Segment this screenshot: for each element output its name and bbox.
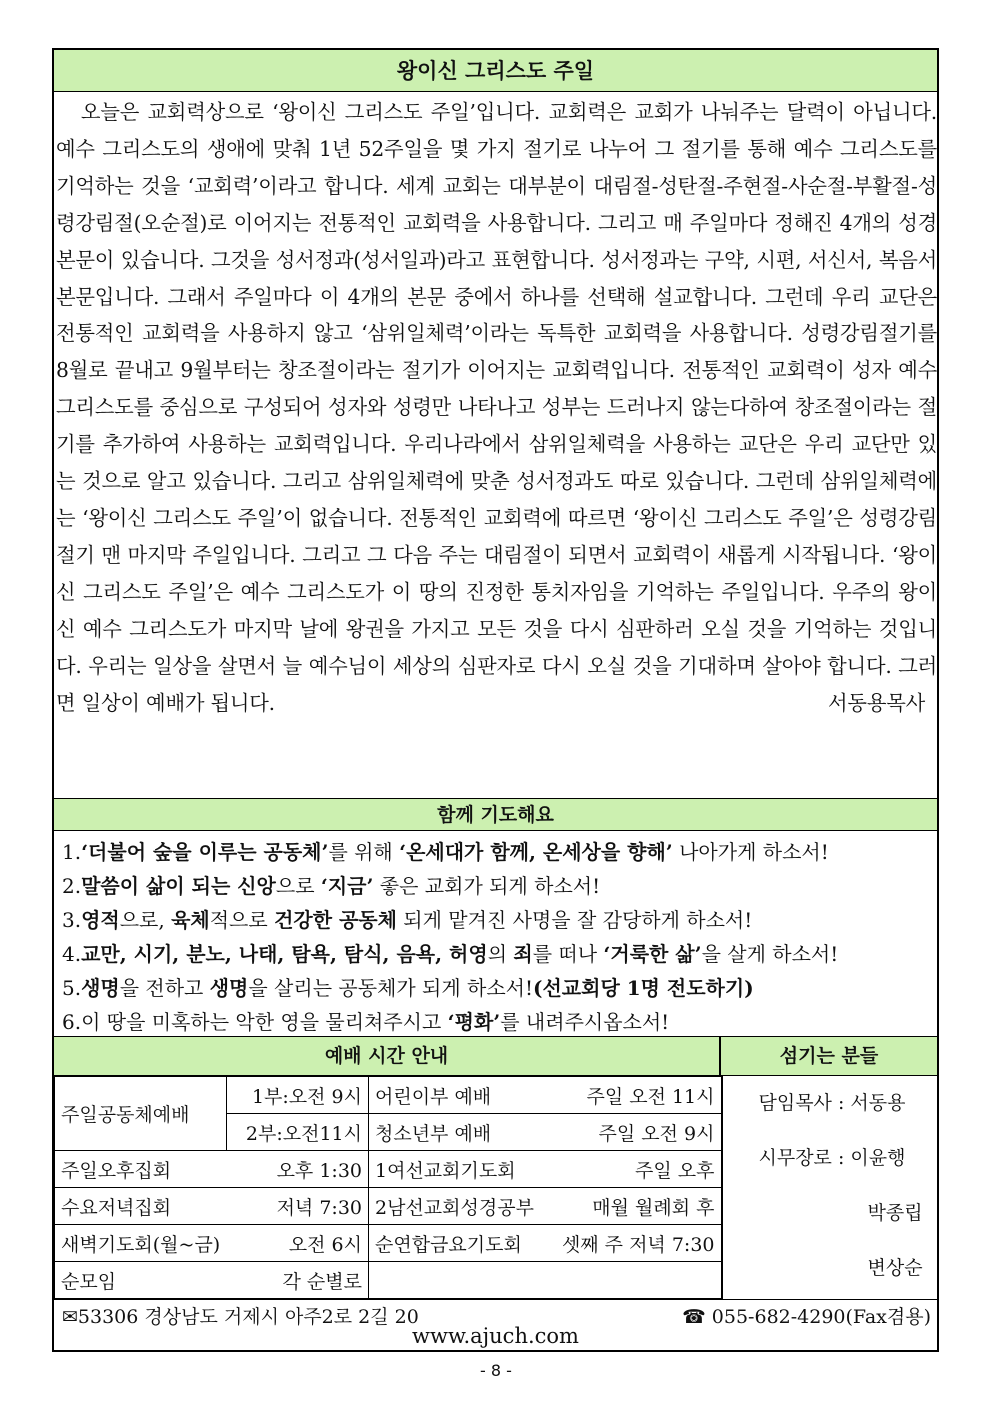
prayer-text: 나아가게 하소서! bbox=[672, 840, 829, 864]
table-row bbox=[55, 1151, 722, 1188]
prayer-item bbox=[62, 903, 937, 937]
servant-elder: 시무장로 : 이윤행 bbox=[758, 1147, 906, 1169]
table-row bbox=[55, 1188, 722, 1225]
footer bbox=[54, 1300, 937, 1353]
schedule-name: 어린이부 예배 bbox=[375, 1085, 492, 1108]
schedule-time: 매월 월례회 후 bbox=[592, 1196, 715, 1219]
schedule-name: 1여선교회기도회 bbox=[375, 1159, 516, 1182]
schedule-name: 2남선교회성경공부 bbox=[375, 1196, 534, 1219]
prayer-text: 5. bbox=[62, 976, 82, 1000]
essay-signature: 서동용목사 bbox=[828, 690, 925, 715]
prayer-text: 을 살게 하소서! bbox=[701, 942, 839, 966]
schedule-time: 저녁 7:30 bbox=[276, 1196, 362, 1219]
essay-body: 오늘은 교회력상으로 ‘왕이신 그리스도 주일’입니다. 교회력은 교회가 나눠주는 달력이 아닙니다. 예수 그리스도의 생애에 맞춰 1년 52주일을 몇 가지 절기로 나누어 그 절기를 통해 예수 그리스도를 기억하는 것을 ‘교회력’이라고 합니다. 세계 교회는 대부분이 대림절-성탄절-주현절-사순절-부활절-성령강림절(오순절)로 이어지는 전통적인 교회력을 사용합니다. 그리고 매 주일마다 정해진 4개의 성경 본문이 있습니다. 그것을 성서정과(성서일과)라고 표현합니다. 성서정과는 구약, 시편, 서신서, 복음서 본문입니다. 그래서 주일마다 이 4개의 본문 중에서 하나를 선택해 설교합니다. 그런데 우리 교단은 전통적인 교회력을 사용하지 않고 ‘삼위일체력’이라는 독특한 교회력을 사용합니다. 성령강림절기를 8월로 끝내고 9월부터는 창조절이라는 절기가 이어지는 교회력입니다. 전통적인 교회력이 성자 예수 그리스도를 중심으로 구성되어 성자와 성령만 나타나고 성부는 드러나지 않는다하여 창조절이라는 절기를 추가하여 사용하는 교회력입니다. 우리나라에서 삼위일체력을 사용하는 교단은 우리 교단만 있는 것으로 알고 있습니다. 그리고 삼위일체력에 맞춘 성서정과도 따로 있습니다. 그런데 삼위일체력에는 ‘왕이신 그리스도 주일’이 없습니다. 전통적인 교회력에 따르면 ‘왕이신 그리스도 주일’은 성령강림절기 맨 마지막 주일입니다. 그리고 그 다음 주는 대림절이 되면서 교회력이 새롭게 시작됩니다. ‘왕이신 그리스도 주일’은 예수 그리스도가 이 땅의 진정한 통치자임을 기억하는 주일입니다. 우주의 왕이신 예수 그리스도가 마지막 날에 왕권을 가지고 모든 것을 다시 심판하러 오실 것을 기억하는 것입니다. 우리는 일상을 살면서 늘 예수님이 세상의 심판자로 다시 오실 것을 기대하며 살아야 합니다. 그러면 일상이 예배가 됩니다. bbox=[56, 100, 937, 715]
schedule-cell bbox=[55, 1151, 369, 1188]
schedule-time: 셋째 주 저녁 7:30 bbox=[561, 1233, 715, 1256]
prayer-text: 의 bbox=[487, 942, 514, 966]
schedule-time: 1부:오전 9시 bbox=[227, 1077, 369, 1114]
prayer-text: ‘온세대가 함께, 온세상을 향해’ bbox=[399, 840, 673, 864]
schedule-cell bbox=[369, 1225, 722, 1262]
table-row bbox=[55, 1077, 722, 1114]
table-row bbox=[55, 1262, 722, 1299]
prayer-item bbox=[62, 835, 937, 869]
prayer-text: 6.이 땅을 미혹하는 악한 영을 물리쳐주시고 bbox=[62, 1010, 448, 1034]
schedule-time: 오후 1:30 bbox=[276, 1159, 362, 1182]
prayer-item bbox=[62, 937, 937, 971]
prayer-text: 육체 bbox=[171, 908, 210, 932]
prayer-text: 3. bbox=[62, 908, 82, 932]
servant-elder: 변상순 bbox=[867, 1257, 923, 1279]
page-title: 왕이신 그리스도 주일 bbox=[54, 50, 937, 92]
prayer-item bbox=[62, 1005, 937, 1039]
prayer-text: 으로 bbox=[275, 874, 321, 898]
website-link[interactable]: www.ajuch.com bbox=[412, 1324, 579, 1348]
prayer-text: ‘거룩한 삶’ bbox=[603, 942, 702, 966]
prayer-text: 적으로 bbox=[209, 908, 275, 932]
schedule-time: 주일 오전 9시 bbox=[598, 1122, 715, 1145]
schedule-time: 각 순별로 bbox=[282, 1270, 362, 1293]
phone-icon: ☎ bbox=[682, 1306, 712, 1328]
prayer-list bbox=[54, 831, 937, 1037]
schedule-time: 주일 오후 bbox=[635, 1159, 715, 1182]
schedule-name: 새벽기도회(월~금) bbox=[61, 1233, 221, 1256]
schedule-heading: 예배 시간 안내 bbox=[54, 1037, 721, 1075]
schedule-table bbox=[54, 1076, 723, 1299]
prayer-text: 를 위해 bbox=[328, 840, 400, 864]
servants-list bbox=[723, 1076, 938, 1299]
schedule-cell bbox=[55, 1225, 369, 1262]
schedule-name: 주일공동체예배 bbox=[55, 1077, 227, 1151]
schedule-name: 수요저녁집회 bbox=[61, 1196, 172, 1219]
schedule-name: 순모임 bbox=[61, 1270, 117, 1293]
prayer-text: 되게 맡겨진 사명을 잘 감당하게 하소서! bbox=[396, 908, 753, 932]
prayer-text: 생명 bbox=[209, 976, 249, 1000]
prayer-text: 좋은 교회가 되게 하소서! bbox=[373, 874, 601, 898]
phone-text: 055-682-4290(Fax겸용) bbox=[711, 1306, 931, 1328]
schedule-cell bbox=[55, 1262, 369, 1299]
schedule-cell bbox=[369, 1151, 722, 1188]
prayer-text: 으로, bbox=[119, 908, 172, 932]
servant-elder: 박종립 bbox=[867, 1202, 923, 1224]
prayer-heading: 함께 기도해요 bbox=[54, 799, 937, 831]
schedule-name: 주일오후집회 bbox=[61, 1159, 172, 1182]
schedule-cell bbox=[55, 1188, 369, 1225]
prayer-item bbox=[62, 971, 937, 1005]
prayer-text: 을 전하고 bbox=[119, 976, 210, 1000]
schedule-cell-empty bbox=[369, 1262, 722, 1299]
schedule-time: 2부:오전11시 bbox=[227, 1114, 369, 1151]
prayer-text: 건강한 공동체 bbox=[274, 908, 397, 932]
prayer-text: 를 떠나 bbox=[532, 942, 604, 966]
schedule-name: 청소년부 예배 bbox=[375, 1122, 492, 1145]
essay-section bbox=[54, 92, 937, 799]
schedule-name: 순연합금요기도회 bbox=[375, 1233, 522, 1256]
prayer-text: 을 살리는 공동체가 되게 하소서! bbox=[248, 976, 534, 1000]
prayer-text: 2. bbox=[62, 874, 82, 898]
prayer-text: 영적 bbox=[81, 908, 120, 932]
schedule-time: 오전 6시 bbox=[288, 1233, 362, 1256]
prayer-text: 말씀이 삶이 되는 신앙 bbox=[81, 874, 276, 898]
schedule-time: 주일 오전 11시 bbox=[586, 1085, 715, 1108]
prayer-text: ‘더불어 숲을 이루는 공동체’ bbox=[81, 840, 329, 864]
prayer-text: 교만, 시기, 분노, 나태, 탐욕, 탐식, 음욕, 허영 bbox=[81, 942, 488, 966]
address-text: 53306 경상남도 거제시 아주2로 2길 20 bbox=[77, 1306, 419, 1328]
schedule-cell bbox=[369, 1188, 722, 1225]
prayer-text: 죄 bbox=[513, 942, 533, 966]
schedule-cell bbox=[369, 1077, 722, 1114]
prayer-text: 생명 bbox=[81, 976, 120, 1000]
prayer-text: 를 내려주시옵소서! bbox=[500, 1010, 670, 1034]
mail-icon: ✉ bbox=[62, 1306, 78, 1328]
servants-heading: 섬기는 분들 bbox=[721, 1037, 937, 1075]
prayer-item bbox=[62, 869, 937, 903]
schedule-cell bbox=[369, 1114, 722, 1151]
prayer-text: (선교회당 1명 전도하기) bbox=[533, 976, 754, 1000]
bulletin-page bbox=[52, 48, 939, 1352]
prayer-text: ‘평화’ bbox=[447, 1010, 501, 1034]
prayer-text: ‘지금’ bbox=[320, 874, 374, 898]
prayer-text: 1. bbox=[62, 840, 82, 864]
servant-pastor: 담임목사 : 서동용 bbox=[758, 1092, 906, 1114]
prayer-text: 4. bbox=[62, 942, 82, 966]
table-row bbox=[55, 1225, 722, 1262]
page-number: - 8 - bbox=[480, 1361, 512, 1380]
